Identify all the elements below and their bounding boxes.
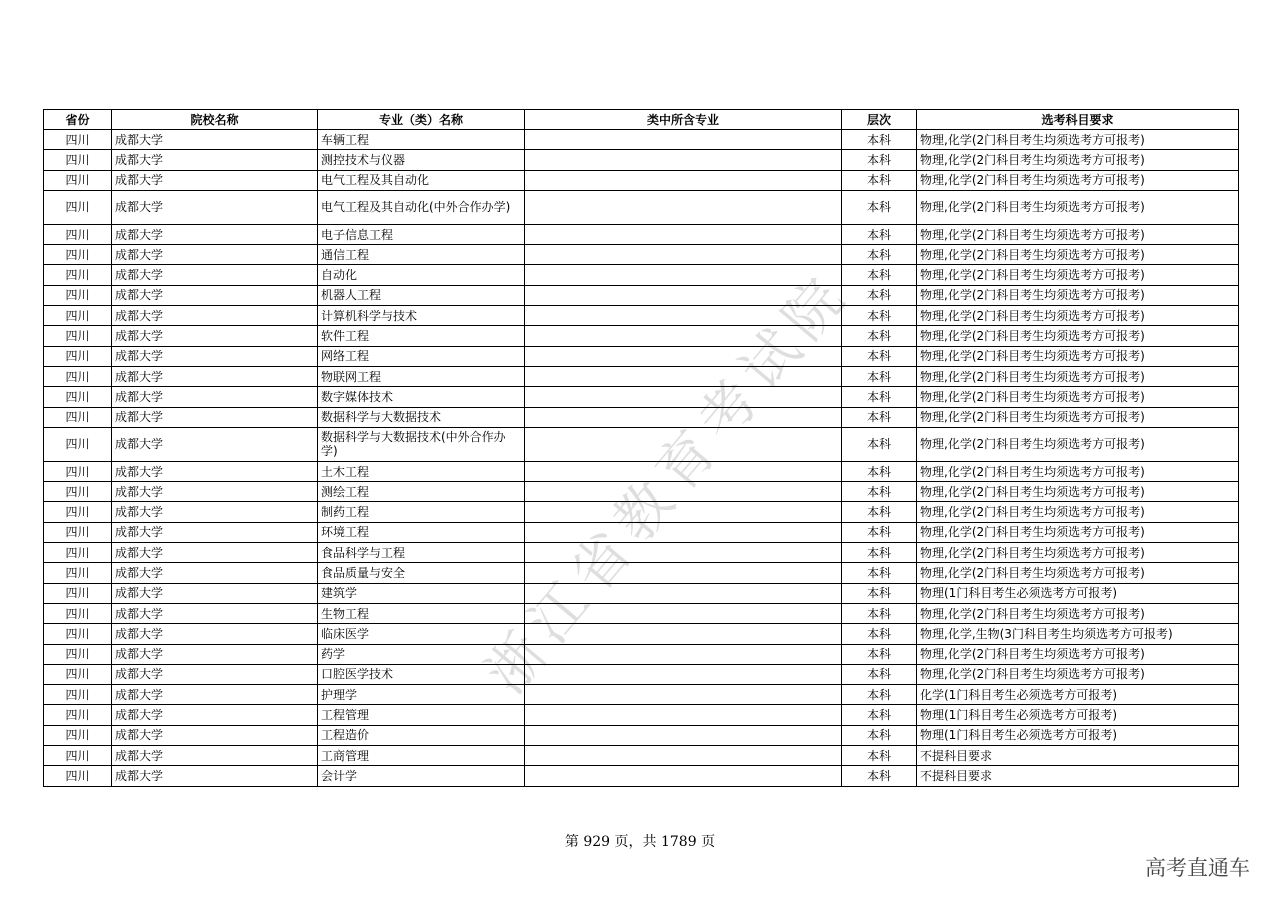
school-cell: 成都大学 [112,427,318,461]
level-cell: 本科 [842,746,917,766]
province-cell: 四川 [44,407,112,427]
subject-requirement-cell: 物理,化学(2门科目考生均须选考方可报考) [917,366,1239,386]
province-cell: 四川 [44,522,112,542]
included-majors-cell [525,664,842,684]
included-majors-cell [525,190,842,224]
included-majors-cell [525,543,842,563]
table-row [44,522,1239,542]
school-cell: 成都大学 [112,705,318,725]
subject-requirement-cell: 不提科目要求 [917,766,1239,786]
province-cell: 四川 [44,705,112,725]
subject-requirement-cell: 物理,化学(2门科目考生均须选考方可报考) [917,563,1239,583]
school-cell: 成都大学 [112,366,318,386]
major-cell: 通信工程 [318,245,525,265]
table-row [44,427,1239,461]
subject-requirement-cell: 化学(1门科目考生必须选考方可报考) [917,685,1239,705]
header-subject-requirement: 选考科目要求 [917,110,1239,130]
school-cell: 成都大学 [112,326,318,346]
subject-requirement-cell: 物理,化学(2门科目考生均须选考方可报考) [917,644,1239,664]
included-majors-cell [525,583,842,603]
school-cell: 成都大学 [112,603,318,623]
page-number: 第 929 页，共 1789 页 [564,834,716,850]
table-row [44,265,1239,285]
table-row [44,224,1239,244]
level-cell: 本科 [842,285,917,305]
table-row [44,603,1239,623]
included-majors-cell [525,130,842,150]
table-row [44,482,1239,502]
level-cell: 本科 [842,624,917,644]
brand-logo-text: 高考直通车 [1145,856,1250,880]
header-province: 省份 [44,110,112,130]
included-majors-cell [525,170,842,190]
major-cell: 药学 [318,644,525,664]
level-cell: 本科 [842,326,917,346]
subject-requirement-cell: 物理,化学(2门科目考生均须选考方可报考) [917,150,1239,170]
school-cell: 成都大学 [112,461,318,481]
table-row [44,461,1239,481]
table-row [44,543,1239,563]
level-cell: 本科 [842,265,917,285]
school-cell: 成都大学 [112,522,318,542]
province-cell: 四川 [44,664,112,684]
included-majors-cell [525,346,842,366]
major-cell: 护理学 [318,685,525,705]
table-row [44,583,1239,603]
included-majors-cell [525,624,842,644]
school-cell: 成都大学 [112,150,318,170]
table-row [44,563,1239,583]
subject-requirement-cell: 物理,化学(2门科目考生均须选考方可报考) [917,306,1239,326]
subject-requirement-cell: 物理,化学(2门科目考生均须选考方可报考) [917,502,1239,522]
school-cell: 成都大学 [112,170,318,190]
subject-requirement-cell: 物理(1门科目考生必须选考方可报考) [917,705,1239,725]
included-majors-cell [525,685,842,705]
major-cell: 计算机科学与技术 [318,306,525,326]
level-cell: 本科 [842,705,917,725]
table-row [44,407,1239,427]
province-cell: 四川 [44,766,112,786]
school-cell: 成都大学 [112,387,318,407]
level-cell: 本科 [842,543,917,563]
level-cell: 本科 [842,563,917,583]
watermark-text: 浙江省教育考试院 [473,259,864,707]
major-cell: 数据科学与大数据技术(中外合作办学) [318,427,525,461]
table-row [44,326,1239,346]
school-cell: 成都大学 [112,265,318,285]
major-cell: 软件工程 [318,326,525,346]
level-cell: 本科 [842,766,917,786]
major-cell: 车辆工程 [318,130,525,150]
level-cell: 本科 [842,664,917,684]
school-cell: 成都大学 [112,190,318,224]
major-cell: 电子信息工程 [318,224,525,244]
included-majors-cell [525,326,842,346]
province-cell: 四川 [44,543,112,563]
province-cell: 四川 [44,746,112,766]
included-majors-cell [525,563,842,583]
subject-requirement-cell: 物理,化学(2门科目考生均须选考方可报考) [917,170,1239,190]
header-major: 专业（类）名称 [318,110,525,130]
province-cell: 四川 [44,583,112,603]
table-row [44,705,1239,725]
major-cell: 网络工程 [318,346,525,366]
major-cell: 口腔医学技术 [318,664,525,684]
school-cell: 成都大学 [112,285,318,305]
major-cell: 工商管理 [318,746,525,766]
province-cell: 四川 [44,644,112,664]
subject-requirement-cell: 物理,化学(2门科目考生均须选考方可报考) [917,346,1239,366]
major-cell: 物联网工程 [318,366,525,386]
level-cell: 本科 [842,502,917,522]
table-row [44,306,1239,326]
header-included-majors: 类中所含专业 [525,110,842,130]
included-majors-cell [525,461,842,481]
school-cell: 成都大学 [112,583,318,603]
included-majors-cell [525,427,842,461]
level-cell: 本科 [842,583,917,603]
subject-requirement-cell: 物理,化学(2门科目考生均须选考方可报考) [917,245,1239,265]
table-row [44,664,1239,684]
table-row [44,766,1239,786]
school-cell: 成都大学 [112,224,318,244]
school-cell: 成都大学 [112,482,318,502]
subject-requirement-cell: 物理,化学(2门科目考生均须选考方可报考) [917,407,1239,427]
included-majors-cell [525,407,842,427]
province-cell: 四川 [44,285,112,305]
province-cell: 四川 [44,563,112,583]
table-header-row [44,110,1239,130]
subject-requirement-cell: 物理,化学(2门科目考生均须选考方可报考) [917,285,1239,305]
level-cell: 本科 [842,306,917,326]
major-cell: 生物工程 [318,603,525,623]
subject-requirement-cell: 物理,化学,生物(3门科目考生均须选考方可报考) [917,624,1239,644]
major-cell: 会计学 [318,766,525,786]
school-cell: 成都大学 [112,346,318,366]
province-cell: 四川 [44,427,112,461]
level-cell: 本科 [842,150,917,170]
major-cell: 测控技术与仪器 [318,150,525,170]
subject-requirement-cell: 物理,化学(2门科目考生均须选考方可报考) [917,427,1239,461]
province-cell: 四川 [44,130,112,150]
major-cell: 测绘工程 [318,482,525,502]
table-row [44,346,1239,366]
included-majors-cell [525,482,842,502]
subject-requirement-cell: 物理,化学(2门科目考生均须选考方可报考) [917,522,1239,542]
major-cell: 机器人工程 [318,285,525,305]
major-cell: 自动化 [318,265,525,285]
included-majors-cell [525,285,842,305]
major-cell: 食品科学与工程 [318,543,525,563]
table-row [44,245,1239,265]
level-cell: 本科 [842,407,917,427]
province-cell: 四川 [44,265,112,285]
table-row [44,190,1239,224]
table-row [44,285,1239,305]
subject-requirement-cell: 物理,化学(2门科目考生均须选考方可报考) [917,326,1239,346]
level-cell: 本科 [842,346,917,366]
level-cell: 本科 [842,190,917,224]
school-cell: 成都大学 [112,306,318,326]
subject-requirement-cell: 物理,化学(2门科目考生均须选考方可报考) [917,130,1239,150]
table-row [44,644,1239,664]
subject-requirement-cell: 物理,化学(2门科目考生均须选考方可报考) [917,664,1239,684]
school-cell: 成都大学 [112,685,318,705]
level-cell: 本科 [842,224,917,244]
major-cell: 电气工程及其自动化 [318,170,525,190]
province-cell: 四川 [44,502,112,522]
school-cell: 成都大学 [112,130,318,150]
major-cell: 临床医学 [318,624,525,644]
major-cell: 食品质量与安全 [318,563,525,583]
table-row [44,685,1239,705]
level-cell: 本科 [842,482,917,502]
level-cell: 本科 [842,366,917,386]
subject-requirement-cell: 不提科目要求 [917,746,1239,766]
table-row [44,387,1239,407]
province-cell: 四川 [44,190,112,224]
included-majors-cell [525,265,842,285]
province-cell: 四川 [44,326,112,346]
school-cell: 成都大学 [112,502,318,522]
level-cell: 本科 [842,245,917,265]
table-row [44,366,1239,386]
table-row [44,746,1239,766]
province-cell: 四川 [44,245,112,265]
table-body [44,130,1239,787]
included-majors-cell [525,502,842,522]
province-cell: 四川 [44,624,112,644]
subject-requirement-cell: 物理,化学(2门科目考生均须选考方可报考) [917,190,1239,224]
major-cell: 工程造价 [318,725,525,745]
subject-requirement-cell: 物理,化学(2门科目考生均须选考方可报考) [917,224,1239,244]
included-majors-cell [525,366,842,386]
subject-requirement-cell: 物理(1门科目考生必须选考方可报考) [917,725,1239,745]
province-cell: 四川 [44,170,112,190]
table-row [44,624,1239,644]
level-cell: 本科 [842,603,917,623]
province-cell: 四川 [44,725,112,745]
province-cell: 四川 [44,387,112,407]
major-cell: 建筑学 [318,583,525,603]
major-cell: 环境工程 [318,522,525,542]
level-cell: 本科 [842,427,917,461]
included-majors-cell [525,522,842,542]
major-cell: 制药工程 [318,502,525,522]
table-row [44,725,1239,745]
level-cell: 本科 [842,170,917,190]
province-cell: 四川 [44,461,112,481]
table-row [44,502,1239,522]
included-majors-cell [525,725,842,745]
included-majors-cell [525,766,842,786]
level-cell: 本科 [842,522,917,542]
school-cell: 成都大学 [112,644,318,664]
level-cell: 本科 [842,644,917,664]
major-cell: 电气工程及其自动化(中外合作办学) [318,190,525,224]
school-cell: 成都大学 [112,766,318,786]
province-cell: 四川 [44,224,112,244]
school-cell: 成都大学 [112,746,318,766]
table-row [44,170,1239,190]
school-cell: 成都大学 [112,543,318,563]
included-majors-cell [525,746,842,766]
header-level: 层次 [842,110,917,130]
major-cell: 数据科学与大数据技术 [318,407,525,427]
school-cell: 成都大学 [112,245,318,265]
province-cell: 四川 [44,366,112,386]
school-cell: 成都大学 [112,725,318,745]
province-cell: 四川 [44,150,112,170]
school-cell: 成都大学 [112,624,318,644]
major-cell: 土木工程 [318,461,525,481]
level-cell: 本科 [842,387,917,407]
subject-requirement-cell: 物理,化学(2门科目考生均须选考方可报考) [917,603,1239,623]
province-cell: 四川 [44,603,112,623]
included-majors-cell [525,705,842,725]
subject-requirement-cell: 物理,化学(2门科目考生均须选考方可报考) [917,482,1239,502]
subject-requirement-cell: 物理,化学(2门科目考生均须选考方可报考) [917,543,1239,563]
level-cell: 本科 [842,685,917,705]
province-cell: 四川 [44,346,112,366]
major-cell: 数字媒体技术 [318,387,525,407]
included-majors-cell [525,150,842,170]
major-cell: 工程管理 [318,705,525,725]
header-school: 院校名称 [112,110,318,130]
subject-requirement-cell: 物理,化学(2门科目考生均须选考方可报考) [917,461,1239,481]
school-cell: 成都大学 [112,407,318,427]
level-cell: 本科 [842,725,917,745]
province-cell: 四川 [44,685,112,705]
included-majors-cell [525,387,842,407]
level-cell: 本科 [842,130,917,150]
included-majors-cell [525,245,842,265]
province-cell: 四川 [44,482,112,502]
province-cell: 四川 [44,306,112,326]
school-cell: 成都大学 [112,664,318,684]
included-majors-cell [525,644,842,664]
admission-table [43,109,1239,787]
table-row [44,130,1239,150]
subject-requirement-cell: 物理,化学(2门科目考生均须选考方可报考) [917,387,1239,407]
included-majors-cell [525,306,842,326]
table-row [44,150,1239,170]
included-majors-cell [525,603,842,623]
included-majors-cell [525,224,842,244]
level-cell: 本科 [842,461,917,481]
subject-requirement-cell: 物理(1门科目考生必须选考方可报考) [917,583,1239,603]
subject-requirement-cell: 物理,化学(2门科目考生均须选考方可报考) [917,265,1239,285]
school-cell: 成都大学 [112,563,318,583]
